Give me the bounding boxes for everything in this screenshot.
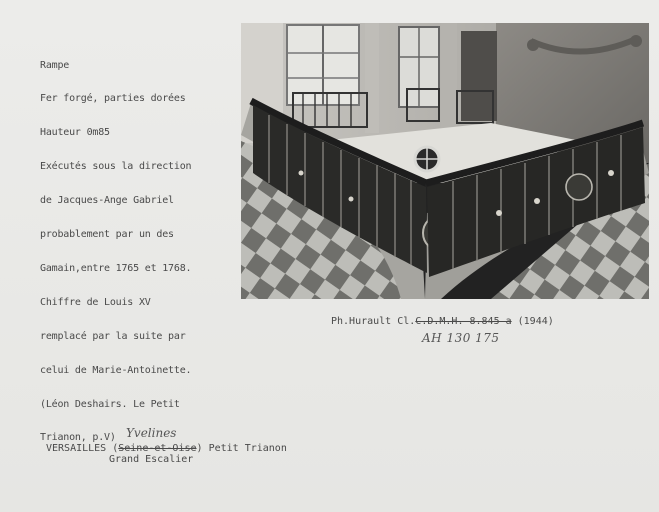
caption-line: remplacé par la suite par <box>40 330 186 342</box>
handwritten-department: Yvelines <box>126 426 177 440</box>
caption-line: Exécutés sous la direction <box>40 161 192 173</box>
location-city: VERSAILLES ( <box>46 443 119 454</box>
caption-line: Rampe <box>40 59 70 71</box>
credit-year: (1944) <box>511 316 554 327</box>
staircase-photo-illustration <box>241 23 649 299</box>
photo-credit <box>331 316 554 327</box>
caption-line: de Jacques-Ange Gabriel <box>40 195 174 207</box>
caption-line: probablement par un des <box>40 229 174 241</box>
struck-reference: C.D.M.H. 8.845 a <box>415 316 512 327</box>
staircase-photograph <box>241 23 649 299</box>
credit-prefix: Ph.Hurault Cl. <box>331 316 416 327</box>
caption-line: celui de Marie-Antoinette. <box>40 364 192 376</box>
location-line <box>46 443 287 454</box>
caption-line: Hauteur 0m85 <box>40 127 110 139</box>
caption-line: Gamain,entre 1765 et 1768. <box>40 262 192 274</box>
caption-line: Trianon, p.V) <box>40 432 116 444</box>
caption-line: Fer forgé, parties dorées <box>40 93 186 105</box>
struck-department: Seine-et-Oise <box>118 443 197 454</box>
caption-line: (Léon Deshairs. Le Petit <box>40 398 180 410</box>
caption-block <box>40 37 194 466</box>
handwritten-reference: AH 130 175 <box>422 331 500 345</box>
location-rest: ) Petit Trianon <box>196 443 287 454</box>
sublocation-line: Grand Escalier <box>109 454 194 465</box>
caption-line: Chiffre de Louis XV <box>40 296 151 308</box>
